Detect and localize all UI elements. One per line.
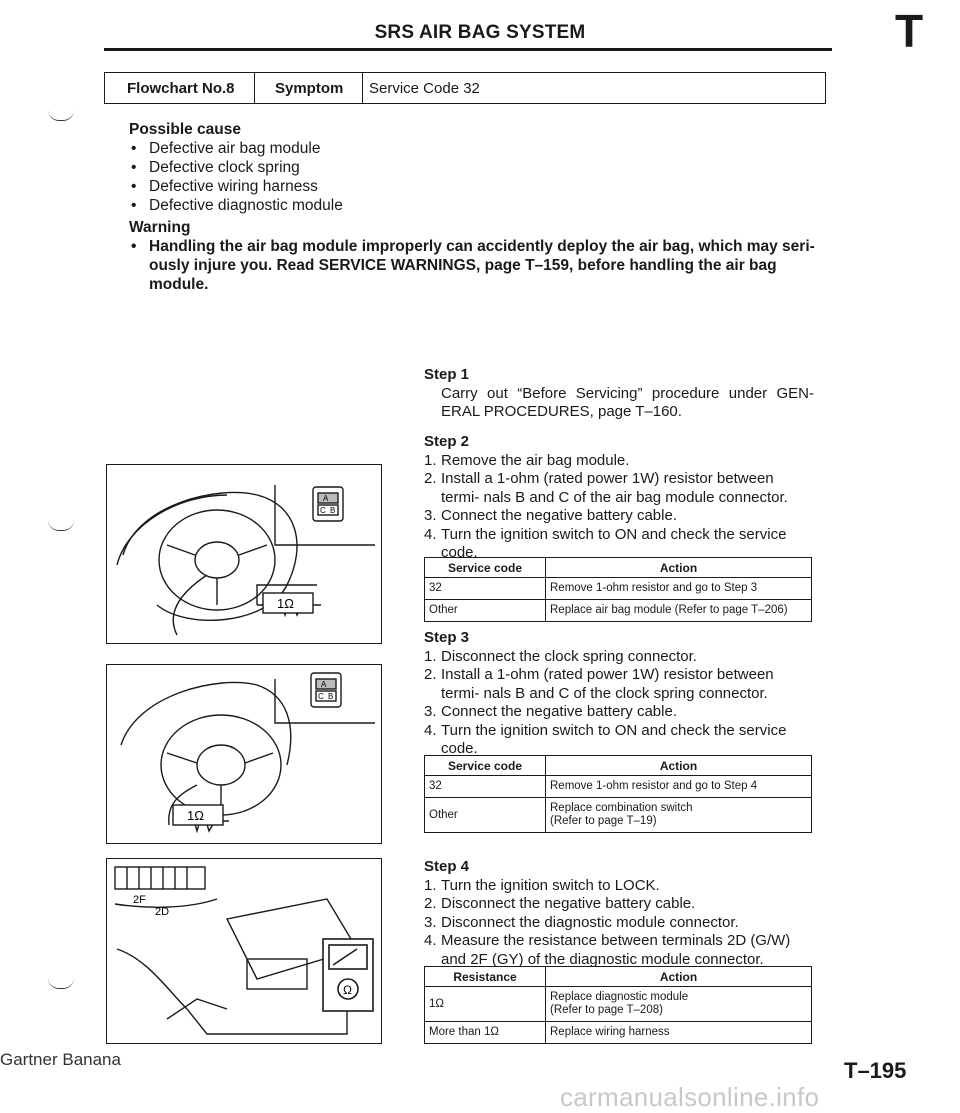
- possible-cause-heading: Possible cause: [129, 121, 242, 138]
- ohmmeter-icon: [323, 939, 373, 1011]
- table-cell: More than 1Ω: [425, 1022, 546, 1044]
- step-1-heading: Step 1: [424, 366, 470, 383]
- table-header: Action: [546, 967, 812, 987]
- connector-block: [313, 487, 343, 521]
- meter-lead-2: [167, 999, 227, 1019]
- step-2-heading: Step 2: [424, 433, 470, 450]
- connector-label-c: C: [318, 692, 324, 701]
- header-rule: [104, 48, 832, 51]
- dashboard-curve: [121, 683, 291, 766]
- page-header-title: SRS AIR BAG SYSTEM: [374, 22, 586, 43]
- connector-pins: [127, 867, 187, 889]
- table-header: Service code: [425, 558, 546, 578]
- list-item: 2. Install a 1-ohm (rated power 1W) resistor between termi- nals B and C of the clock spring connector.: [424, 666, 774, 702]
- warning-text: • Handling the air bag module improperly can accidently deploy the air bag, which may seri- ously injure you. Read SERVICE WARNINGS, page T–159, before handling the air bag module.: [129, 237, 819, 294]
- figure-3-illustration: [107, 859, 381, 1043]
- figure-air-bag-module-resistor: [106, 464, 382, 644]
- table-row: [425, 798, 812, 833]
- table-cell: Replace diagnostic module (Refer to page T–208): [546, 987, 812, 1022]
- table-row: [425, 776, 812, 798]
- list-item: 3. Connect the negative battery cable.: [424, 703, 677, 720]
- table-cell: 32: [425, 776, 546, 798]
- table-header-row: [425, 967, 812, 987]
- step-2-table: [424, 557, 812, 622]
- table-cell: Other: [425, 798, 546, 833]
- connector-label-c: C: [320, 506, 326, 515]
- figure-clock-spring-resistor: [106, 664, 382, 844]
- list-item: 3. Disconnect the diagnostic module connector.: [424, 913, 739, 931]
- list-item: • Defective wiring harness: [129, 177, 629, 196]
- list-item: 4. Measure the resistance between terminals 2D (G/W) and 2F (GY) of the diagnostic module connector.: [424, 932, 791, 968]
- step-1-text: Carry out “Before Servicing” procedure under GEN- ERAL PROCEDURES, page T–160.: [441, 384, 814, 420]
- table-row: [425, 987, 812, 1022]
- list-item: • Defective air bag module: [129, 139, 629, 158]
- list-item: • Defective clock spring: [129, 158, 629, 177]
- symptom-label: Symptom: [255, 73, 363, 103]
- step-3-heading: Step 3: [424, 629, 470, 646]
- table-header-row: [425, 558, 812, 578]
- table-header: Service code: [425, 756, 546, 776]
- section-letter: T: [895, 5, 924, 57]
- steering-hub: [195, 542, 239, 578]
- resistor-label: 1Ω: [277, 596, 294, 611]
- table-cell: Remove 1-ohm resistor and go to Step 4: [546, 776, 812, 798]
- figure-1-illustration: [107, 465, 381, 643]
- step-4-heading: Step 4: [424, 858, 470, 875]
- step-2-list: [424, 452, 814, 563]
- list-item: 2. Disconnect the negative battery cable.: [424, 895, 696, 912]
- connector-label-a: A: [321, 680, 327, 689]
- module-connector: [247, 959, 307, 989]
- resistor-label: 1Ω: [187, 808, 204, 823]
- figure-2-illustration: [107, 665, 381, 843]
- step-3-list: [424, 648, 814, 759]
- table-cell: 1Ω: [425, 987, 546, 1022]
- table-header-row: [425, 756, 812, 776]
- step-4-list: [424, 877, 814, 970]
- table-row: [425, 1022, 812, 1044]
- diagnostic-connector: [115, 867, 205, 889]
- margin-tick: [48, 110, 74, 121]
- list-item: 4. Turn the ignition switch to ON and check the service code.: [424, 721, 787, 757]
- table-header: Action: [546, 558, 812, 578]
- list-item: 1. Remove the air bag module.: [424, 451, 630, 469]
- table-cell: Remove 1-ohm resistor and go to Step 3: [546, 578, 812, 600]
- table-row: [425, 578, 812, 600]
- step-4: [424, 858, 814, 969]
- step-4-table: [424, 966, 812, 1044]
- table-cell: 32: [425, 578, 546, 600]
- ohm-symbol: Ω: [343, 983, 352, 997]
- table-cell: Other: [425, 600, 546, 622]
- step-3: [424, 629, 814, 759]
- table-header: Action: [546, 756, 812, 776]
- connector-label-b: B: [330, 506, 336, 515]
- steering-hub: [197, 745, 245, 785]
- possible-cause-list: [129, 139, 629, 215]
- watermark-text: carmanualsonline.info: [560, 1082, 820, 1112]
- list-item: 3. Connect the negative battery cable.: [424, 507, 677, 524]
- symptom-value: Service Code 32: [369, 79, 480, 97]
- figure-diagnostic-module-resistance: [106, 858, 382, 1044]
- margin-tick: [48, 520, 74, 531]
- connector-block: [311, 673, 341, 707]
- warning-heading: Warning: [129, 219, 191, 236]
- footer-text: Gartner Banana: [0, 1050, 121, 1069]
- flowchart-label: Flowchart No.8: [105, 73, 255, 103]
- step-3-table: [424, 755, 812, 833]
- table-cell: Replace air bag module (Refer to page T–206): [546, 600, 812, 622]
- table-cell: Replace combination switch (Refer to page T–19): [546, 798, 812, 833]
- table-row: [425, 600, 812, 622]
- flowchart-header-box: [104, 72, 826, 104]
- list-item: 2. Install a 1-ohm (rated power 1W) resistor between termi- nals B and C of the air bag module connector.: [424, 470, 788, 506]
- list-item: • Defective diagnostic module: [129, 196, 629, 215]
- step-2: [424, 433, 814, 563]
- connector-label-b: B: [328, 692, 334, 701]
- table-cell: Replace wiring harness: [546, 1022, 812, 1044]
- list-item: 1. Disconnect the clock spring connector.: [424, 647, 697, 665]
- page-number: T–195: [844, 1058, 907, 1083]
- margin-tick: [48, 978, 74, 989]
- connector-label-a: A: [323, 494, 329, 503]
- list-item: 4. Turn the ignition switch to ON and check the service code.: [424, 525, 787, 561]
- possible-cause-section: [129, 120, 629, 215]
- list-item: 1. Turn the ignition switch to LOCK.: [424, 876, 660, 894]
- step-1: [424, 366, 814, 422]
- table-header: Resistance: [425, 967, 546, 987]
- terminal-2f-label: 2F: [133, 894, 146, 906]
- terminal-2d-label: 2D: [155, 906, 170, 918]
